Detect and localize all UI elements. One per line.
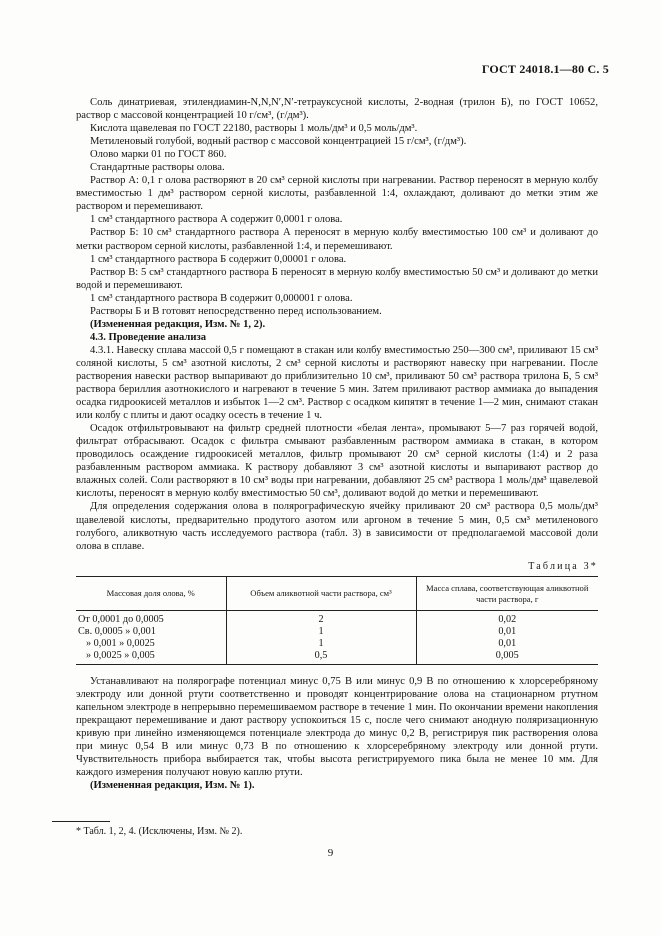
- column-header: Объем аликвотной части раствора, см³: [226, 576, 416, 610]
- paragraph-group-top: [76, 96, 598, 553]
- table-cell: 0,005: [416, 650, 598, 665]
- revision-note: (Измененная редакция, Изм. № 1).: [90, 780, 255, 792]
- page-number: 9: [327, 847, 334, 859]
- table-cell: 0,01: [416, 626, 598, 638]
- paragraph: Раствор А: 0,1 г олова растворяют в 20 см³ серной кислоты при нагревании. Раствор переносят в мерную колбу вместимостью 1 дм³ раствором серной кислоты, разбавленной 1:4, охлаждают, доливают до метки этим же раствором и перемешивают.: [76, 175, 598, 213]
- section-heading: 4.3. Проведение анализа: [90, 331, 206, 343]
- table-cell: 0,01: [416, 638, 598, 650]
- column-header: Массовая доля олова, %: [76, 576, 226, 610]
- paragraph: 1 см³ стандартного раствора Б содержит 0,00001 г олова.: [90, 253, 347, 265]
- table-cell: » 0,0025 » 0,005: [76, 650, 226, 665]
- table-row: [76, 626, 598, 638]
- paragraph: 1 см³ стандартного раствора А содержит 0,0001 г олова.: [90, 214, 343, 226]
- paragraph: Устанавливают на полярографе потенциал минус 0,75 В или минус 0,9 В по отношению к хлорсеребряному электроду или донной ртути соответственно и проводят концентрирование олова на стационарном ртутном капельном электроде в непрерывно перемешиваемом растворе в течение 1 мин. По окончании времени накопления прекращают перемешивание и дают раствору успокоиться 15 с, после чего снимают анодную поляризационную кривую при линейно изменяющемся потенциале электрода до минус 0,2 В, регистрируя пик растворения олова при минус 0,54 В или минус 0,73 В по отношению к хлорсеребряному электроду или донной ртути. Чувствительность прибора выбирается так, чтобы высота регистрируемого пика была не менее 10 мм. Для каждого измерения получают новую каплю ртути.: [76, 675, 598, 779]
- table-caption: Таблица 3*: [528, 560, 598, 572]
- table-cell: От 0,0001 до 0,0005: [78, 613, 164, 625]
- data-table: [76, 576, 598, 665]
- page-header: ГОСТ 24018.1—80 С. 5: [481, 62, 609, 76]
- paragraph: Стандартные растворы олова.: [90, 162, 225, 174]
- table-cell: » 0,001 » 0,0025: [86, 637, 155, 649]
- document-body: [76, 96, 598, 792]
- revision-note: (Измененная редакция, Изм. № 1, 2).: [90, 318, 266, 330]
- table-row: [76, 610, 598, 626]
- table-row: [76, 638, 598, 650]
- paragraph: Растворы Б и В готовят непосредственно перед использованием.: [90, 305, 382, 317]
- table-cell: 1: [226, 626, 416, 638]
- paragraph: Олово марки 01 по ГОСТ 860.: [90, 149, 227, 161]
- table-row: [76, 650, 598, 665]
- paragraph: 4.3.1. Навеску сплава массой 0,5 г помещают в стакан или колбу вместимостью 250—300 см³, приливают 15 см³ соляной кислоты, 5 см³ азотной кислоты, 2 см³ серной кислоты и растворяют навеску при нагревании. После растворения навески раствор выпаривают до приблизительно 10 см³, приливают 50 см³ раствора трилона Б, 5 см³ раствора бериллия азотнокислого и нагревают в течение 5 мин. Затем приливают раствор аммиака до выпадения осадка гидроокисей металлов и избыток 1—2 см³. Раствор с осадком кипятят в течение 1—2 мин, снимают стакан или колбу с плиты и дают осадку осесть в течение 1 ч.: [76, 344, 598, 422]
- paragraph: Раствор Б: 10 см³ стандартного раствора А переносят в мерную колбу вместимостью 100 см³ и доливают до метки раствором серной кислоты, разбавленной 1:4, и перемешивают.: [76, 227, 598, 252]
- paragraph-group-bottom: [76, 675, 598, 792]
- table-cell: Св. 0,0005 » 0,001: [78, 625, 156, 637]
- table-cell: 2: [226, 610, 416, 626]
- table-cell: 1: [226, 638, 416, 650]
- table-cell: 0,5: [226, 650, 416, 665]
- paragraph: Раствор В: 5 см³ стандартного раствора Б переносят в мерную колбу вместимостью 50 см³ и доливают до метки водой и перемешивают.: [76, 266, 598, 291]
- table-cell: 0,02: [416, 610, 598, 626]
- paragraph: Соль динатриевая, этилендиамин-N,N,N′,N′-тетрауксусной кислоты, 2-водная (трилон Б), по ГОСТ 10652, раствор с массовой концентрацией 10 г/см³, (г/дм³).: [76, 97, 598, 122]
- footnote-divider: [52, 821, 110, 822]
- paragraph: 1 см³ стандартного раствора В содержит 0,000001 г олова.: [90, 292, 353, 304]
- paragraph: Метиленовый голубой, водный раствор с массовой концентрацией 15 г/см³, (г/дм³).: [90, 136, 467, 148]
- footnote: * Табл. 1, 2, 4. (Исключены, Изм. № 2).: [76, 826, 243, 837]
- paragraph: Для определения содержания олова в полярографическую ячейку приливают 20 см³ раствора 0,5 моль/дм³ щавелевой кислоты, предварительно продутого азотом или аргоном в течение 5 мин, 0,5 см³ метиленового голубого, аликвотную часть исследуемого раствора (табл. 3) в зависимости от предполагаемой массовой доли олова в сплаве.: [76, 501, 598, 552]
- column-header: Масса сплава, соответствующая аликвотной части раствора, г: [416, 576, 598, 610]
- paragraph: Кислота щавелевая по ГОСТ 22180, растворы 1 моль/дм³ и 0,5 моль/дм³.: [90, 123, 418, 135]
- paragraph: Осадок отфильтровывают на фильтр средней плотности «белая лента», промывают 5—7 раз горячей водой, фильтрат отбрасывают. Осадок с фильтра смывают разбавленным раствором аммиака в стакан, в котором проводилось осаждение гидроокисей металлов, фильтр промывают 20 см³ серной кислоты (1:4) и 2 раза разбавленным раствором аммиака. К раствору добавляют 3 см³ азотной кислоты и выпаривают раствор до влажных солей. Соли растворяют в 10 см³ воды при нагревании, добавляют 25 см³ раствора 1 моль/дм³ щавелевой кислоты, переносят в мерную колбу вместимостью 50 см³, доливают водой до метки и перемешивают.: [76, 423, 598, 500]
